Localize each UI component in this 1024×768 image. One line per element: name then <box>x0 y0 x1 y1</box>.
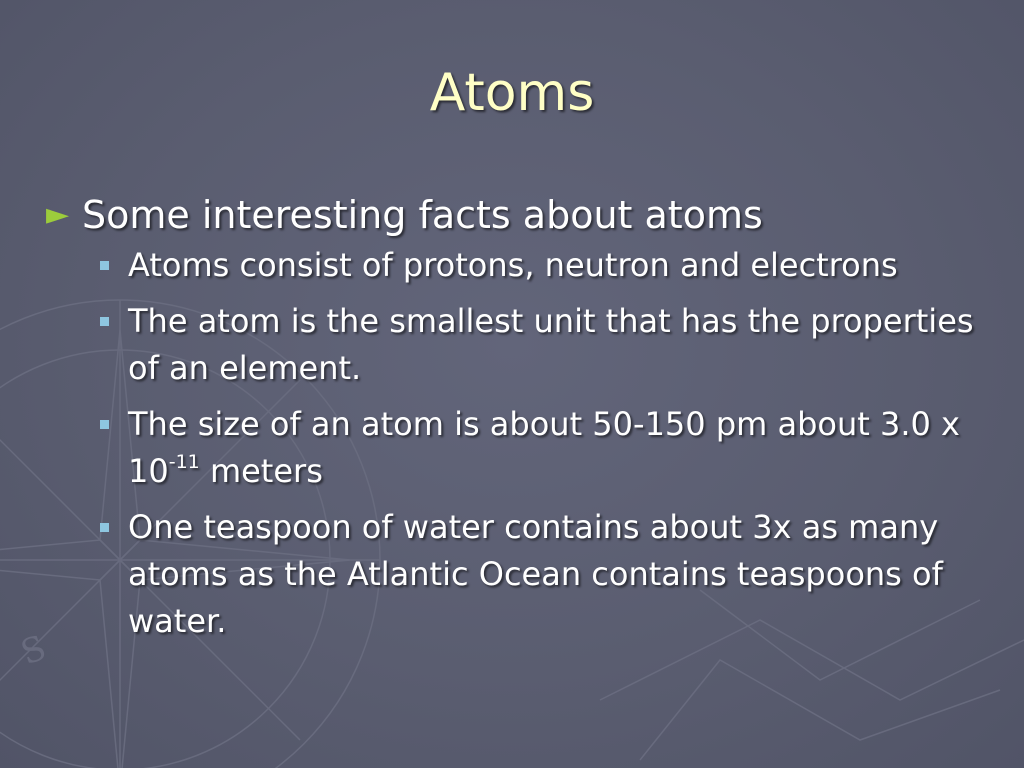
slide-title: Atoms <box>429 63 595 123</box>
bullet-level1-text: Some interesting facts about atoms <box>82 193 763 237</box>
blue-square-bullet-icon <box>100 523 109 532</box>
svg-text:S: S <box>15 627 52 674</box>
sub-bullet-text: Atoms consist of protons, neutron and electrons <box>128 246 898 284</box>
green-triangle-arrow-icon: ► <box>46 197 70 232</box>
blue-square-bullet-icon <box>100 261 109 270</box>
blue-square-bullet-icon <box>100 317 109 326</box>
sub-bullet-item <box>98 298 978 392</box>
sub-bullet-text-before: The size of an atom is about 50-150 pm about 3.0 x 10 <box>128 405 960 490</box>
sub-bullet-item <box>98 401 978 495</box>
sub-bullet-item <box>98 504 978 645</box>
bullet-level1 <box>46 190 1006 240</box>
sub-bullet-text: One teaspoon of water contains about 3x as many atoms as the Atlantic Ocean contains teaspoons of water. <box>128 508 943 640</box>
sub-bullet-list <box>98 242 978 645</box>
blue-square-bullet-icon <box>100 420 109 429</box>
slide-body <box>46 190 1006 654</box>
sub-bullet-item <box>98 242 978 289</box>
sub-bullet-text: The atom is the smallest unit that has the properties of an element. <box>128 302 974 387</box>
sub-bullet-text-after: meters <box>199 452 323 490</box>
sub-bullet-superscript: -11 <box>168 451 200 473</box>
